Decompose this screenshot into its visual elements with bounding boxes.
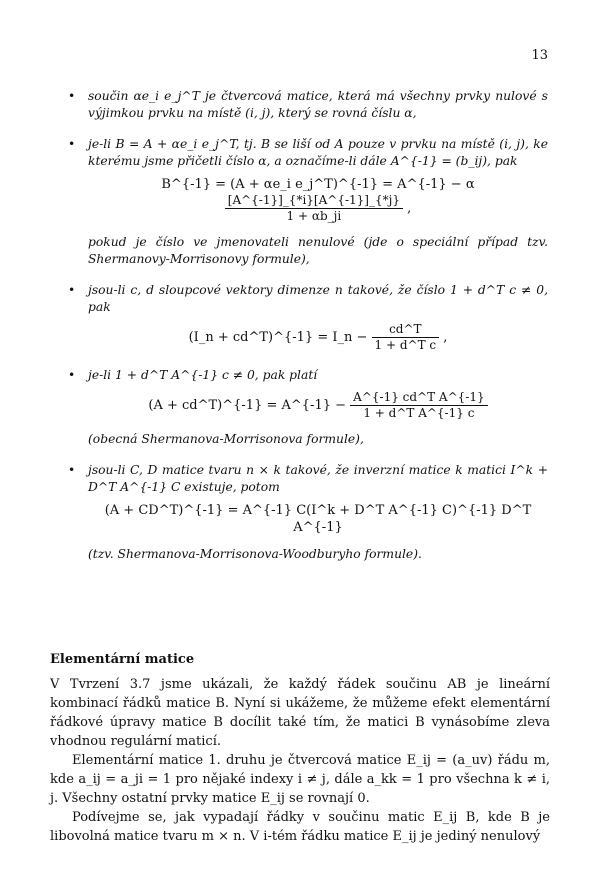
equation-fraction: [372, 322, 440, 353]
equation-left: (I_n + cd^T)^{-1} = I_n −: [188, 330, 368, 345]
section-title: Elementární matice: [50, 652, 195, 667]
bullet-item: [68, 88, 548, 122]
bullet-item: [68, 136, 548, 268]
bullet-text: součin αe_i e_j^T je čtvercová matice, která má všechny prvky nulové s výjimkou prvku na místě (i, j), který se rovná číslu α,: [88, 89, 548, 120]
bullet-item: [68, 282, 548, 353]
equation: [88, 322, 548, 353]
bullet-item: [68, 462, 548, 563]
equation-right: ,: [443, 330, 448, 345]
bullet-dot-icon: •: [68, 368, 76, 382]
equation: (A + CD^T)^{-1} = A^{-1} C(I^k + D^T A^{-1} C)^{-1} D^T A^{-1}: [104, 503, 532, 535]
fraction-numerator: A^{-1} cd^T A^{-1}: [350, 390, 487, 406]
fraction-denominator: 1 + d^T c: [374, 338, 437, 352]
bullet-text: jsou-li C, D matice tvaru n × k takové, že inverzní matice k matici I^k + D^T A^{-1} C existuje, potom: [88, 463, 548, 494]
equation-fraction: [350, 390, 487, 421]
bullet-dot-icon: •: [68, 137, 76, 151]
equation: [88, 176, 548, 224]
paragraph: Podívejme se, jak vypadají řádky v součinu matic E_ij B, kde B je libovolná matice tvaru m × n. V i-tém řádku matice E_ij je jediný nenulový: [50, 810, 550, 844]
page-number: 13: [531, 48, 548, 63]
equation-left: B^{-1} = (A + αe_i e_j^T)^{-1} = A^{-1} − α: [161, 177, 475, 192]
equation: [88, 390, 548, 421]
bullet-follow-text: (tzv. Shermanova-Morrisonova-Woodburyho formule).: [88, 547, 422, 561]
bullet-dot-icon: •: [68, 463, 76, 477]
fraction-denominator: 1 + d^T A^{-1} c: [363, 406, 475, 420]
paragraph: V Tvrzení 3.7 jsme ukázali, že každý řádek součinu AB je lineární kombinací řádků matice B. Nyní si ukážeme, že můžeme efekt elementární řádkové úpravy matice B docílit také tím, že matici B vynásobíme zleva vhodnou regulární maticí.: [50, 677, 550, 749]
paragraph: Elementární matice 1. druhu je čtvercová matice E_ij = (a_uv) řádu m, kde a_ij = a_ji = 1 pro nějaké indexy i ≠ j, dále a_kk = 1 pro všechna k ≠ i, j. Všechny ostatní prvky matice E_ij se rovnají 0.: [50, 753, 550, 806]
fraction-numerator: [A^{-1}]_{*i}[A^{-1}]_{*j}: [225, 193, 403, 209]
bullet-text: je-li 1 + d^T A^{-1} c ≠ 0, pak platí: [88, 368, 318, 382]
bullet-dot-icon: •: [68, 89, 76, 103]
equation-right: ,: [407, 201, 412, 216]
bullet-list: [68, 88, 548, 577]
section-elementary-matrices: [50, 650, 550, 846]
fraction-denominator: 1 + αb_ji: [286, 209, 342, 223]
bullet-text: je-li B = A + αe_i e_j^T, tj. B se liší od A pouze v prvku na místě (i, j), ke kterému jsme přičetli číslo α, a označíme-li dále A^{-1} = (b_ij), pak: [88, 137, 548, 168]
equation-fraction: [225, 193, 403, 224]
bullet-follow-text: pokud je číslo ve jmenovateli nenulové (jde o speciální případ tzv. Shermanovy-Morrisonovy formule),: [88, 235, 548, 266]
equation-left: (A + cd^T)^{-1} = A^{-1} −: [148, 398, 347, 413]
bullet-follow-text: (obecná Shermanova-Morrisonova formule),: [88, 432, 364, 446]
bullet-item: [68, 367, 548, 448]
fraction-numerator: cd^T: [372, 322, 440, 338]
bullet-text: jsou-li c, d sloupcové vektory dimenze n takové, že číslo 1 + d^T c ≠ 0, pak: [88, 283, 548, 314]
bullet-dot-icon: •: [68, 283, 76, 297]
